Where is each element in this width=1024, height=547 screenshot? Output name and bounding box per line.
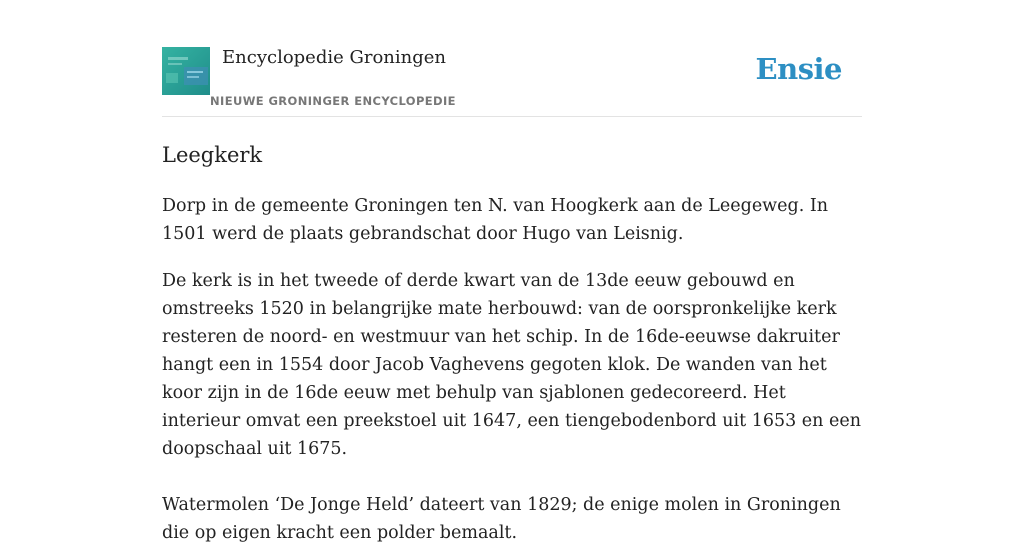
article-content — [162, 140, 867, 547]
article-paragraph: Watermolen ‘De Jonge Held’ dateert van 1829; de enige molen in Groningen die op eigen kracht een polder bemaalt. — [162, 495, 841, 543]
encyclopedia-groningen-logo-icon[interactable] — [162, 47, 210, 95]
site-subtitle: NIEUWE GRONINGER ENCYCLOPEDIE — [210, 94, 456, 108]
article-paragraph: De kerk is in het tweede of derde kwart van de 13de eeuw gebouwd en omstreeks 1520 in belangrijke mate herbouwd: van de oorspronkelijke kerk resteren de noord- en westmuur van het schip. In de 16de-eeuwse dakruiter hangt een in 1554 door Jacob Vaghevens gegoten klok. De wanden van het koor zijn in de 16de eeuw met behulp van sjablonen gedecoreerd. Het interieur omvat een preekstoel uit 1647, een tiengebodenbord uit 1653 en een doopschaal uit 1675. — [162, 271, 861, 459]
article-title: Leegkerk — [162, 143, 263, 167]
article-paragraph: Dorp in de gemeente Groningen ten N. van Hoogkerk aan de Leegeweg. In 1501 werd de plaats gebrandschat door Hugo van Leisnig. — [162, 196, 829, 244]
ensie-brand-logo[interactable]: Ensie — [755, 52, 842, 86]
site-title[interactable]: Encyclopedie Groningen — [222, 47, 447, 68]
site-header — [162, 47, 862, 117]
